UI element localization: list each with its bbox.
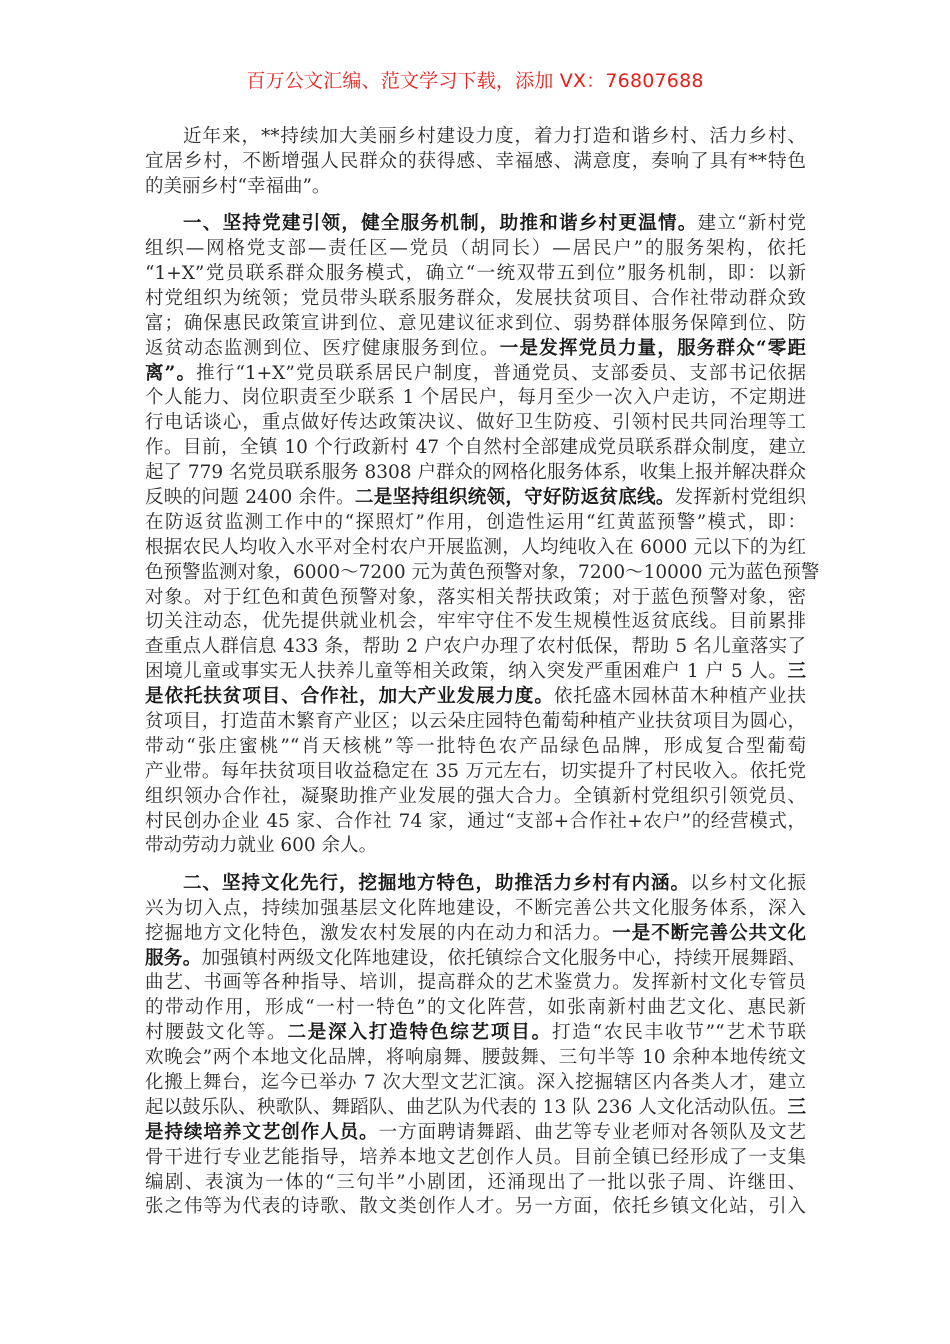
text-line [145, 710, 806, 735]
text-line [145, 175, 806, 200]
text-line [145, 150, 806, 175]
text-line [145, 1071, 806, 1096]
paragraph [145, 125, 806, 200]
body-text: 村腰鼓文化等。 [145, 1022, 288, 1044]
bold-text: 三 [787, 661, 806, 683]
paragraph [145, 872, 806, 1220]
text-line [145, 610, 806, 635]
bold-text: 是依托扶贫项目、合作社，加大产业发展力度。 [145, 686, 554, 708]
body-text: 曲艺、书画等各种指导、培训，提高群众的艺术鉴赏力。发挥新村文化专管员 [145, 972, 806, 994]
body-text: 一方面聘请舞蹈、曲艺等专业老师对各领队及文艺 [378, 1121, 806, 1143]
text-line [145, 635, 806, 660]
document-body [145, 125, 820, 1233]
body-text: “1+X”党员联系群众服务模式，确立“一统双带五到位”服务机制，即：以新 [145, 262, 806, 284]
bold-text: 一是发挥党员力量，服务群众“零距 [499, 337, 806, 359]
body-text: 行电话谈心，重点做好传达政策决议、做好卫生防疫、引领村民共同治理等工 [145, 412, 806, 434]
body-text: 兴为切入点，持续加强基层文化阵地建设，不断完善公共文化服务体系，深入 [145, 897, 806, 919]
text-line [145, 287, 806, 312]
body-text: 近年来，**持续加大美丽乡村建设力度，着力打造和谐乡村、活力乡村、 [183, 126, 806, 147]
body-text: 切关注动态，优先提供就业机会，牢牢守住不发生规模性返贫底线。目前累排 [145, 611, 806, 633]
body-text: 欢晚会”两个本地文化品牌，将响扇舞、腰鼓舞、三句半等 10 余种本地传统文 [145, 1047, 806, 1069]
text-line [145, 1096, 806, 1121]
body-text: 村党组织为统领；党员带头联系服务群众，发展扶贫项目、合作社带动群众致 [145, 287, 806, 309]
body-text: 村民创办企业 45 家、合作社 74 家，通过“支部+合作社+农户”的经营模式， [145, 810, 806, 832]
bold-text: 一、坚持党建引领，健全服务机制，助推和谐乡村更温情。 [183, 213, 698, 235]
text-line [145, 971, 806, 996]
watermark-header: 百万公文汇编、范文学习下载，添加 VX：76807688 [246, 70, 704, 92]
body-text: 发挥新村党组织 [674, 486, 806, 508]
text-line [145, 897, 806, 922]
text-line [145, 785, 806, 810]
text-line [145, 125, 806, 150]
text-line [145, 685, 806, 710]
bold-text: 二是坚持组织统领，守好防返贫底线。 [354, 486, 675, 508]
paragraph [145, 212, 820, 859]
text-line [145, 1021, 806, 1046]
body-text: 宜居乡村，不断增强人民群众的获得感、幸福感、满意度，奏响了具有**特色 [145, 150, 806, 172]
text-line [145, 872, 806, 897]
body-text: 挖掘地方文化特色，激发农村发展的内在动力和活力。 [145, 922, 613, 944]
body-text: 贫项目，打造苗木繁育产业区；以云朵庄园特色葡萄种植产业扶贫项目为圆心， [145, 710, 806, 732]
body-text: 带动“张庄蜜桃”“肖天核桃”等一批特色农产品绿色品牌，形成复合型葡萄 [145, 735, 806, 757]
body-text: 加强镇村两级文化阵地建设，依托镇综合文化服务中心，持续开展舞蹈、 [201, 947, 806, 969]
text-line [145, 262, 806, 287]
body-text: 根据农民人均收入水平对全村农户开展监测，人均纯收入在 6000 元以下的为红 [145, 536, 806, 558]
body-text: 色预警监测对象，6000～7200 元为黄色预警对象，7200～10000 元为蓝色预警 [145, 561, 820, 583]
body-text: 打造“农民丰收节”“艺术节联 [551, 1022, 806, 1044]
text-line [145, 312, 806, 337]
text-line [145, 586, 806, 611]
text-line [145, 735, 806, 760]
body-text: 骨干进行专业艺能指导，培养本地文艺创作人员。目前全镇已经形成了一支集 [145, 1146, 806, 1168]
text-line [145, 461, 806, 486]
text-line [145, 1195, 806, 1220]
body-text: 作。目前，全镇 10 个行政新村 47 个自然村全部建成党员联系群众制度，建立 [145, 437, 806, 459]
text-line [145, 561, 820, 586]
text-line [145, 1046, 806, 1071]
body-text: 在防返贫监测工作中的“探照灯”作用，创造性运用“红黄蓝预警”模式，即： [145, 511, 806, 533]
bold-text: 三 [787, 1096, 806, 1118]
body-text: 反映的问题 2400 余件。 [145, 486, 355, 508]
body-text: 带动劳动力就业 600 余人。 [145, 835, 378, 857]
text-line [145, 212, 806, 237]
body-text: 个人能力、岗位职责至少联系 1 个居民户，每月至少一次入户走访，不定期进 [145, 387, 806, 409]
body-text: 产业带。每年扶贫项目收益稳定在 35 万元左右，切实提升了村民收入。依托党 [145, 760, 806, 782]
text-line [145, 362, 806, 387]
body-text: 组织—网格党支部—责任区—党员（胡同长）—居民户”的服务架构，依托 [145, 238, 806, 260]
text-line [145, 386, 806, 411]
body-text: 化搬上舞台，迄今已举办 7 次大型文艺汇演。深入挖掘辖区内各类人才，建立 [145, 1071, 806, 1093]
text-line [145, 436, 806, 461]
body-text: 编剧、表演为一体的“三句半”小剧团，还涌现出了一批以张子周、许继田、 [145, 1171, 806, 1193]
body-text: 起了 779 名党员联系服务 8308 户群众的网格化服务体系，收集上报并解决群众 [145, 462, 806, 484]
body-text: 返贫动态监测到位、医疗健康服务到位。 [145, 337, 500, 359]
body-text: 张之伟等为代表的诗歌、散文类创作人才。另一方面，依托乡镇文化站，引入 [145, 1196, 806, 1218]
text-line [145, 536, 806, 561]
text-line [145, 1171, 806, 1196]
bold-text: 二、坚持文化先行，挖掘地方特色，助推活力乡村有内涵。 [183, 872, 690, 894]
body-text: 富；确保惠民政策宣讲到位、意见建议征求到位、弱势群体服务保障到位、防 [145, 312, 806, 334]
body-text: 推行“1+X”党员联系居民户制度，普通党员、支部委员、支部书记依据 [196, 362, 806, 384]
body-text: 依托盛木园林苗木种植产业扶 [553, 686, 806, 708]
bold-text: 二是深入打造特色综艺项目。 [287, 1022, 552, 1044]
text-line [145, 947, 806, 972]
bold-text: 服务。 [145, 947, 202, 969]
text-line [145, 486, 806, 511]
bold-text: 离”。 [145, 362, 197, 384]
text-line [145, 922, 806, 947]
text-line [145, 1146, 806, 1171]
body-text: 以乡村文化振 [689, 872, 806, 894]
body-text: 组织领办合作社，凝聚助推产业发展的强大合力。全镇新村党组织引领党员、 [145, 785, 806, 807]
text-line [145, 810, 806, 835]
text-line [145, 660, 806, 685]
body-text: 对象。对于红色和黄色预警对象，落实相关帮扶政策；对于蓝色预警对象，密 [145, 586, 806, 608]
text-line [145, 411, 806, 436]
bold-text: 一是不断完善公共文化 [612, 922, 806, 944]
text-line [145, 337, 806, 362]
text-line [145, 1121, 806, 1146]
body-text: 的美丽乡村“幸福曲”。 [145, 175, 331, 197]
text-line [145, 237, 806, 262]
body-text: 的带动作用，形成“一村一特色”的文化阵营，如张南新村曲艺文化、惠民新 [145, 997, 806, 1019]
text-line [145, 760, 806, 785]
text-line [145, 834, 806, 859]
text-line [145, 511, 806, 536]
body-text: 查重点人群信息 433 条，帮助 2 户农户办理了农村低保，帮助 5 名儿童落实了 [145, 636, 806, 658]
body-text: 困境儿童或事实无人扶养儿童等相关政策，纳入突发严重困难户 1 户 5 人。 [145, 661, 788, 683]
body-text: 建立“新村党 [697, 213, 806, 235]
text-line [145, 996, 806, 1021]
bold-text: 是持续培养文艺创作人员。 [145, 1121, 379, 1143]
body-text: 起以鼓乐队、秧歌队、舞蹈队、曲艺队为代表的 13 队 236 人文化活动队伍。 [145, 1096, 788, 1118]
